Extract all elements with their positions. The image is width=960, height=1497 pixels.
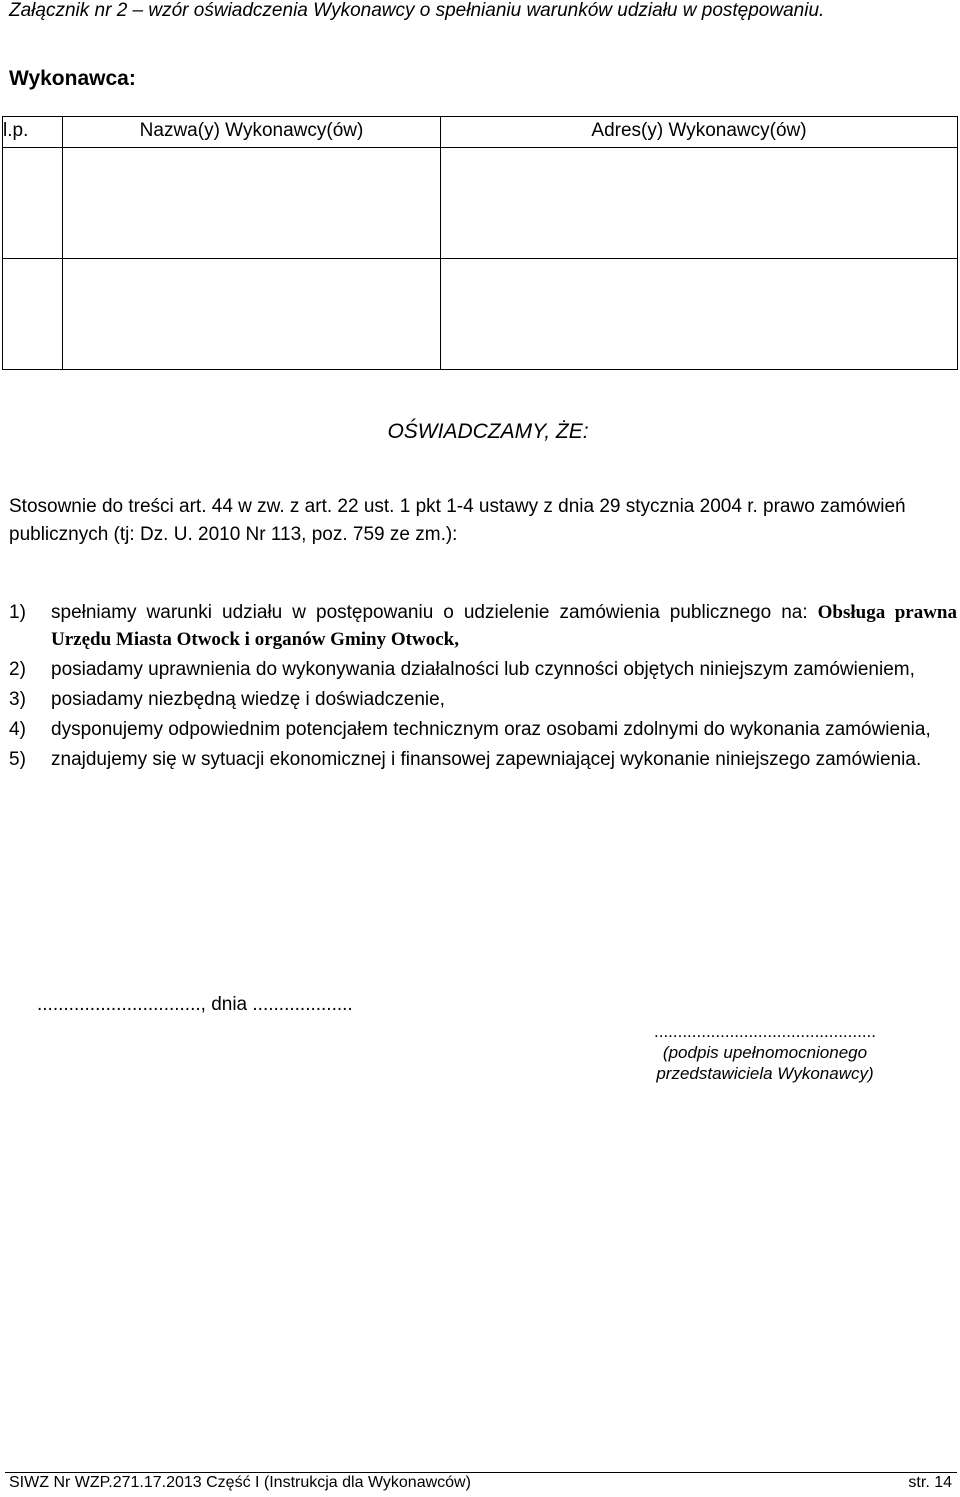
table-row bbox=[3, 259, 958, 370]
contractor-table bbox=[2, 116, 958, 370]
table-cell-address[interactable] bbox=[441, 259, 958, 370]
intro-paragraph: Stosownie do treści art. 44 w zw. z art. 22 ust. 1 pkt 1-4 ustawy z dnia 29 stycznia 2004 r. prawo zamówień publicznych (tj: Dz. U. 2010 Nr 113, poz. 759 ze zm.): bbox=[9, 496, 906, 545]
signature-caption-line1: (podpis upełnomocnionego bbox=[662, 1043, 868, 1062]
list-item-number: 3) bbox=[9, 689, 26, 710]
list-item bbox=[9, 716, 957, 743]
list-item-text: spełniamy warunki udziału w postępowaniu o udzielenie zamówienia publicznego na: bbox=[51, 602, 818, 623]
footer-divider bbox=[5, 1472, 957, 1473]
table-cell-name[interactable] bbox=[63, 259, 441, 370]
column-header-name: Nazwa(y) Wykonawcy(ów) bbox=[63, 117, 441, 148]
list-item bbox=[9, 656, 957, 683]
table-cell-address[interactable] bbox=[441, 148, 958, 259]
signature-block bbox=[625, 1021, 905, 1084]
table-header-row bbox=[3, 117, 958, 148]
list-item bbox=[9, 746, 957, 773]
table-cell-name[interactable] bbox=[63, 148, 441, 259]
footer-reference: SIWZ Nr WZP.271.17.2013 Część I (Instrukcja dla Wykonawców) bbox=[9, 1474, 471, 1491]
list-item-number: 5) bbox=[9, 749, 26, 770]
table-cell-lp[interactable] bbox=[3, 259, 63, 370]
list-item-text: znajdujemy się w sytuacji ekonomicznej i finansowej zapewniającej wykonanie niniejszego zamówienia. bbox=[51, 749, 922, 770]
list-item bbox=[9, 686, 957, 713]
table-cell-lp[interactable] bbox=[3, 148, 63, 259]
declaration-title: OŚWIADCZAMY, ŻE: bbox=[387, 420, 589, 443]
list-item bbox=[9, 599, 957, 653]
document-header: Załącznik nr 2 – wzór oświadczenia Wykonawcy o spełnianiu warunków udziału w postępowaniu. bbox=[9, 0, 825, 21]
list-item-text: posiadamy niezbędną wiedzę i doświadczenie, bbox=[51, 689, 445, 710]
list-item-text: posiadamy uprawnienia do wykonywania działalności lub czynności objętych niniejszym zamówieniem, bbox=[51, 659, 915, 680]
signature-line[interactable]: ............................................... bbox=[654, 1022, 876, 1041]
signature-caption-line2: przedstawiciela Wykonawcy) bbox=[656, 1064, 874, 1083]
list-item-number: 2) bbox=[9, 659, 26, 680]
page-number: str. 14 bbox=[908, 1474, 952, 1491]
column-header-address: Adres(y) Wykonawcy(ów) bbox=[441, 117, 958, 148]
declaration-list bbox=[9, 599, 957, 776]
list-item-number: 1) bbox=[9, 602, 26, 623]
contractor-label: Wykonawca: bbox=[9, 67, 136, 90]
place-date-field[interactable]: ..............................., dnia ................... bbox=[37, 994, 353, 1015]
contract-subject: Obsługa prawna Urzędu Miasta Otwock i organów Gminy Otwock, bbox=[51, 602, 958, 650]
column-header-lp: l.p. bbox=[3, 117, 63, 148]
list-item-text: dysponujemy odpowiednim potencjałem technicznym oraz osobami zdolnymi do wykonania zamówienia, bbox=[51, 719, 931, 740]
declaration-title-block bbox=[0, 420, 960, 444]
table-row bbox=[3, 148, 958, 259]
list-item-number: 4) bbox=[9, 719, 26, 740]
